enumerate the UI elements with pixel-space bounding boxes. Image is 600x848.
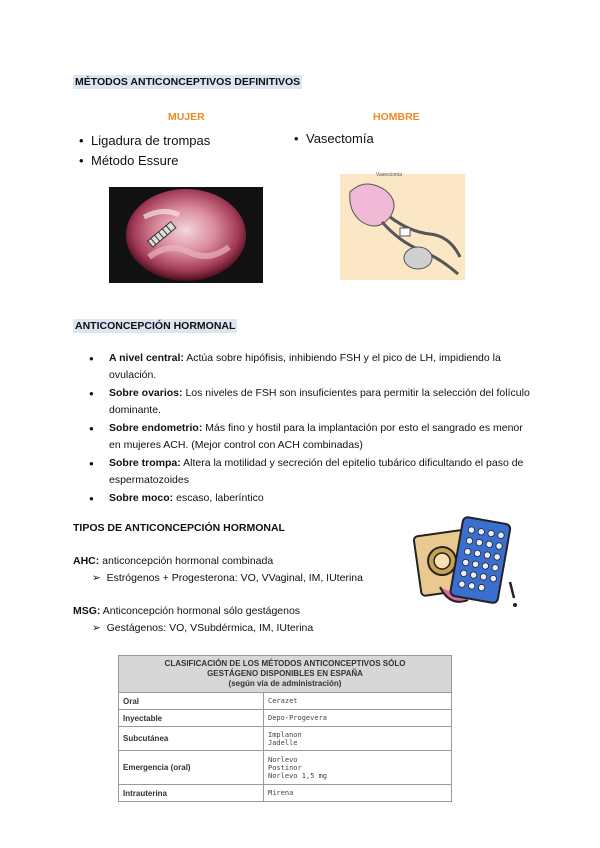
table-row: Intrauterina Mirena: [119, 785, 452, 802]
msg-sub: ➢ Gestágenos: VO, VSubdérmica, IM, IUterina: [92, 622, 314, 634]
heading-metodos-definitivos: MÉTODOS ANTICONCEPTIVOS DEFINITIVOS: [75, 76, 301, 88]
mujer-item: • Método Essure: [79, 151, 210, 171]
mujer-item: • Ligadura de trompas: [79, 131, 210, 151]
hormonal-points-list: [73, 350, 533, 508]
hormonal-point: ● Sobre ovarios: Los niveles de FSH son insuficientes para permitir la selección del folículo dominante.: [73, 385, 533, 419]
arrow-icon: ➢: [92, 622, 107, 634]
hormonal-point: ● Sobre moco: escaso, laberíntico: [73, 490, 533, 507]
mujer-list: [79, 131, 210, 171]
arrow-icon: ➢: [92, 572, 107, 584]
ahc-sub: ➢ Estrógenos + Progesterona: VO, VVaginal, IM, IUterina: [92, 572, 363, 584]
heading-tipos-anticoncepcion: TIPOS DE ANTICONCEPCIÓN HORMONAL: [73, 522, 285, 534]
hombre-list: [294, 129, 374, 149]
essure-endoscopy-image: [109, 187, 263, 283]
mujer-label: MUJER: [168, 111, 205, 123]
table-row: Emergencia (oral) Norlevo Postinor Norlevo 1,5 mg: [119, 751, 452, 785]
hormonal-point: ● A nivel central: Actúa sobre hipófisis, inhibiendo FSH y el pico de LH, impidiendo la ovulación.: [73, 350, 533, 384]
contraceptive-pills-icon: [410, 512, 518, 612]
table-row: Inyectable Depo-Progevera: [119, 710, 452, 727]
heading-anticoncepcion-hormonal: ANTICONCEPCIÓN HORMONAL: [75, 320, 236, 332]
vasectomy-diagram: [290, 162, 465, 284]
table-row: Subcutánea Implanon Jadelle: [119, 727, 452, 751]
hombre-item: • Vasectomía: [294, 129, 374, 149]
table-row: Oral Cerazet: [119, 693, 452, 710]
classification-table: [118, 655, 452, 802]
hormonal-point: ● Sobre endometrio: Más fino y hostil para la implantación por esto el sangrado es menor en mujeres ACH. (Mejor control con ACH combinadas): [73, 420, 533, 454]
hombre-label: HOMBRE: [373, 111, 420, 123]
hormonal-point: ● Sobre trompa: Altera la motilidad y secreción del epitelio tubárico dificultando el paso de espermatozoides: [73, 455, 533, 489]
ahc-line: AHC: anticoncepción hormonal combinada: [73, 555, 274, 567]
msg-line: MSG: Anticoncepción hormonal sólo gestágenos: [73, 605, 301, 617]
table-header: CLASIFICACIÓN DE LOS MÉTODOS ANTICONCEPTIVOS SÓLO GESTÁGENO DISPONIBLES EN ESPAÑA (según vía de administración): [119, 656, 452, 693]
vasectomy-diagram-label: Vasectomía: [376, 172, 403, 178]
